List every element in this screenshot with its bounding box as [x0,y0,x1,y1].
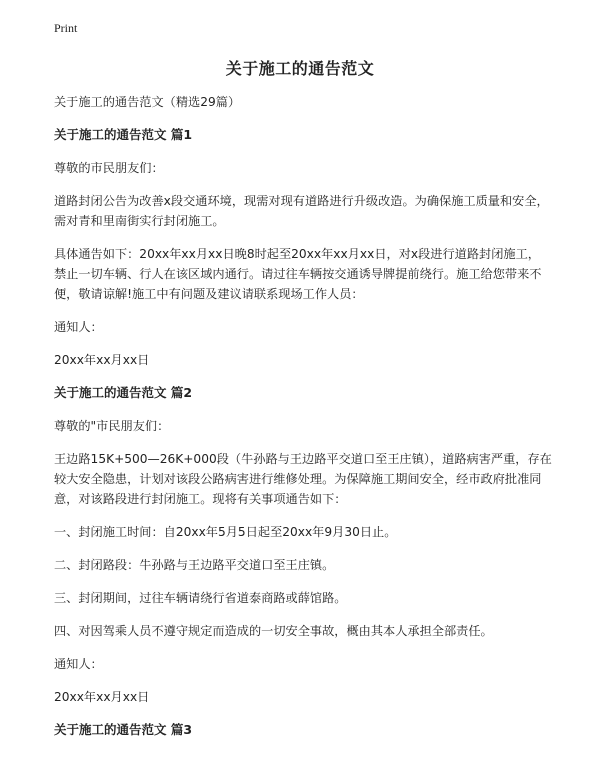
section-2-item-4: 四、对因驾乘人员不遵守规定而造成的一切安全事故，概由其本人承担全部责任。 [54,624,493,638]
document-body [54,92,552,753]
section-2-item-1: 一、封闭施工时间：自20xx年5月5日起至20xx年9月30日止。 [54,525,397,539]
section-1-signoff: 通知人： [54,320,103,334]
section-2-salutation: 尊敬的"市民朋友们： [54,419,170,433]
section-1-paragraph-2: 具体通告如下：20xx年xx月xx日晚8时起至20xx年xx月xx日，对x段进行道路封闭施工，禁止一切车辆、行人在该区域内通行。请过往车辆按交通诱导牌提前绕行。施工给您带来不便，敬请谅解!施工中有问题及建议请联系现场工作人员： [54,247,542,301]
section-1-salutation: 尊敬的市民朋友们： [54,161,164,175]
section-1-date: 20xx年xx月xx日 [54,353,150,367]
section-1-paragraph-1: 道路封闭公告为改善x段交通环境，现需对现有道路进行升级改造。为确保施工质量和安全，需对青和里南街实行封闭施工。 [54,194,549,228]
section-2-item-2: 二、封闭路段：牛孙路与王边路平交道口至王庄镇。 [54,558,335,572]
section-2-paragraph-1: 王边路15K+500—26K+000段（牛孙路与王边路平交道口至王庄镇），道路病害严重，存在较大安全隐患，计划对该段公路病害进行维修处理。为保障施工期间安全，经市政府批准同意，对该路段进行封闭施工。现将有关事项通告如下： [54,452,552,506]
document-subtitle: 关于施工的通告范文（精选29篇） [54,95,241,109]
page-title: 关于施工的通告范文 [225,59,375,78]
section-2-signoff: 通知人： [54,657,103,671]
section-2-heading: 关于施工的通告范文 篇2 [54,385,193,400]
section-2-date: 20xx年xx月xx日 [54,690,150,704]
print-link[interactable]: Print [54,21,78,35]
section-1-heading: 关于施工的通告范文 篇1 [54,127,193,142]
section-3-heading: 关于施工的通告范文 篇3 [54,722,193,737]
section-2-item-3: 三、封闭期间，过往车辆请绕行省道泰商路或薛馆路。 [54,591,347,605]
